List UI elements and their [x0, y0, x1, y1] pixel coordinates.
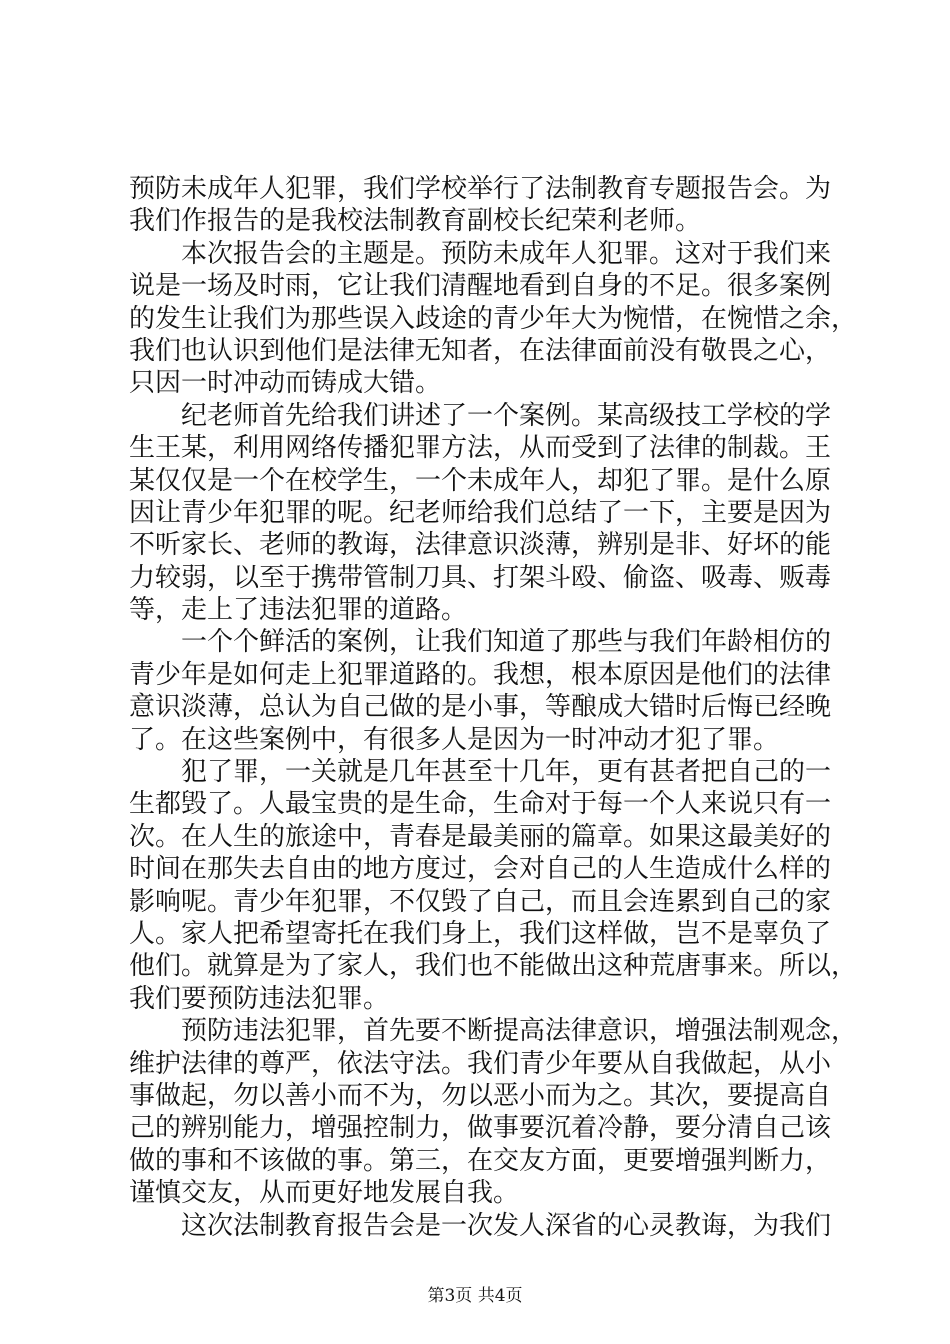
text-line: 了。在这些案例中，有很多人是因为一时冲动才犯了罪。 — [129, 724, 780, 755]
paragraph-1 — [129, 173, 832, 238]
text-line: 犯了罪，一关就是几年甚至十几年，更有甚者把自己的一 — [181, 757, 832, 788]
text-line: 青少年是如何走上犯罪道路的。我想，根本原因是他们的法律 — [129, 659, 832, 690]
text-line: 做的事和不该做的事。第三，在交友方面，更要增强判断力， — [129, 1145, 832, 1176]
text-line: 时间在那失去自由的地方度过，会对自己的人生造成什么样的 — [129, 854, 832, 885]
text-line: 只因一时冲动而铸成大错。 — [129, 368, 442, 399]
text-line: 预防违法犯罪，首先要不断提高法律意识，增强法制观念， — [181, 1016, 858, 1047]
text-line: 他们。就算是为了家人，我们也不能做出这种荒唐事来。所以， — [129, 951, 858, 982]
paragraph-3 — [129, 400, 832, 627]
text-line: 人。家人把希望寄托在我们身上，我们这样做，岂不是辜负了 — [129, 918, 832, 949]
text-line: 我们也认识到他们是法律无知者，在法律面前没有敬畏之心， — [129, 335, 832, 366]
text-line: 次。在人生的旅途中，青春是最美丽的篇章。如果这最美好的 — [129, 821, 832, 852]
text-line: 生都毁了。人最宝贵的是生命，生命对于每一个人来说只有一 — [129, 789, 832, 820]
paragraph-2 — [129, 238, 858, 400]
text-line: 预防未成年人犯罪，我们学校举行了法制教育专题报告会。为 — [129, 174, 832, 204]
text-line: 一个个鲜活的案例，让我们知道了那些与我们年龄相仿的 — [181, 627, 832, 658]
text-line: 这次法制教育报告会是一次发人深省的心灵教诲，为我们 — [181, 1210, 832, 1241]
text-line: 我们要预防违法犯罪。 — [129, 983, 390, 1014]
paragraph-7 — [129, 1210, 832, 1242]
text-line: 谨慎交友，从而更好地发展自我。 — [129, 1178, 520, 1209]
text-line: 力较弱，以至于携带管制刀具、打架斗殴、偷盗、吸毒、贩毒 — [129, 562, 832, 593]
paragraph-4 — [129, 626, 832, 756]
text-line: 等，走上了违法犯罪的道路。 — [129, 595, 468, 626]
text-line: 维护法律的尊严，依法守法。我们青少年要从自我做起，从小 — [129, 1048, 832, 1079]
paragraph-6 — [129, 1015, 858, 1209]
text-line: 事做起，勿以善小而不为，勿以恶小而为之。其次，要提高自 — [129, 1080, 832, 1111]
paragraph-5 — [129, 756, 858, 1015]
text-line: 说是一场及时雨，它让我们清醒地看到自身的不足。很多案例 — [129, 271, 832, 302]
text-line: 影响呢。青少年犯罪，不仅毁了自己，而且会连累到自己的家 — [129, 886, 832, 917]
document-body — [129, 173, 858, 1242]
text-line: 纪老师首先给我们讲述了一个案例。某高级技工学校的学 — [181, 400, 832, 431]
text-line: 因让青少年犯罪的呢。纪老师给我们总结了一下，主要是因为 — [129, 497, 832, 528]
text-line: 意识淡薄，总认为自己做的是小事，等酿成大错时后悔已经晚 — [129, 692, 832, 723]
page-number-footer: 第3页 共4页 — [427, 1286, 523, 1306]
text-line: 本次报告会的主题是。预防未成年人犯罪。这对于我们来 — [181, 238, 832, 269]
text-line: 我们作报告的是我校法制教育副校长纪荣利老师。 — [129, 206, 702, 237]
text-line: 己的辨别能力，增强控制力，做事要沉着冷静，要分清自己该 — [129, 1113, 832, 1144]
text-line: 不听家长、老师的教诲，法律意识淡薄，辨别是非、好坏的能 — [129, 530, 832, 561]
text-line: 生王某，利用网络传播犯罪方法，从而受到了法律的制裁。王 — [129, 433, 832, 464]
text-line: 某仅仅是一个在校学生，一个未成年人，却犯了罪。是什么原 — [129, 465, 832, 496]
text-line: 的发生让我们为那些误入歧途的青少年大为惋惜，在惋惜之余， — [129, 303, 858, 334]
